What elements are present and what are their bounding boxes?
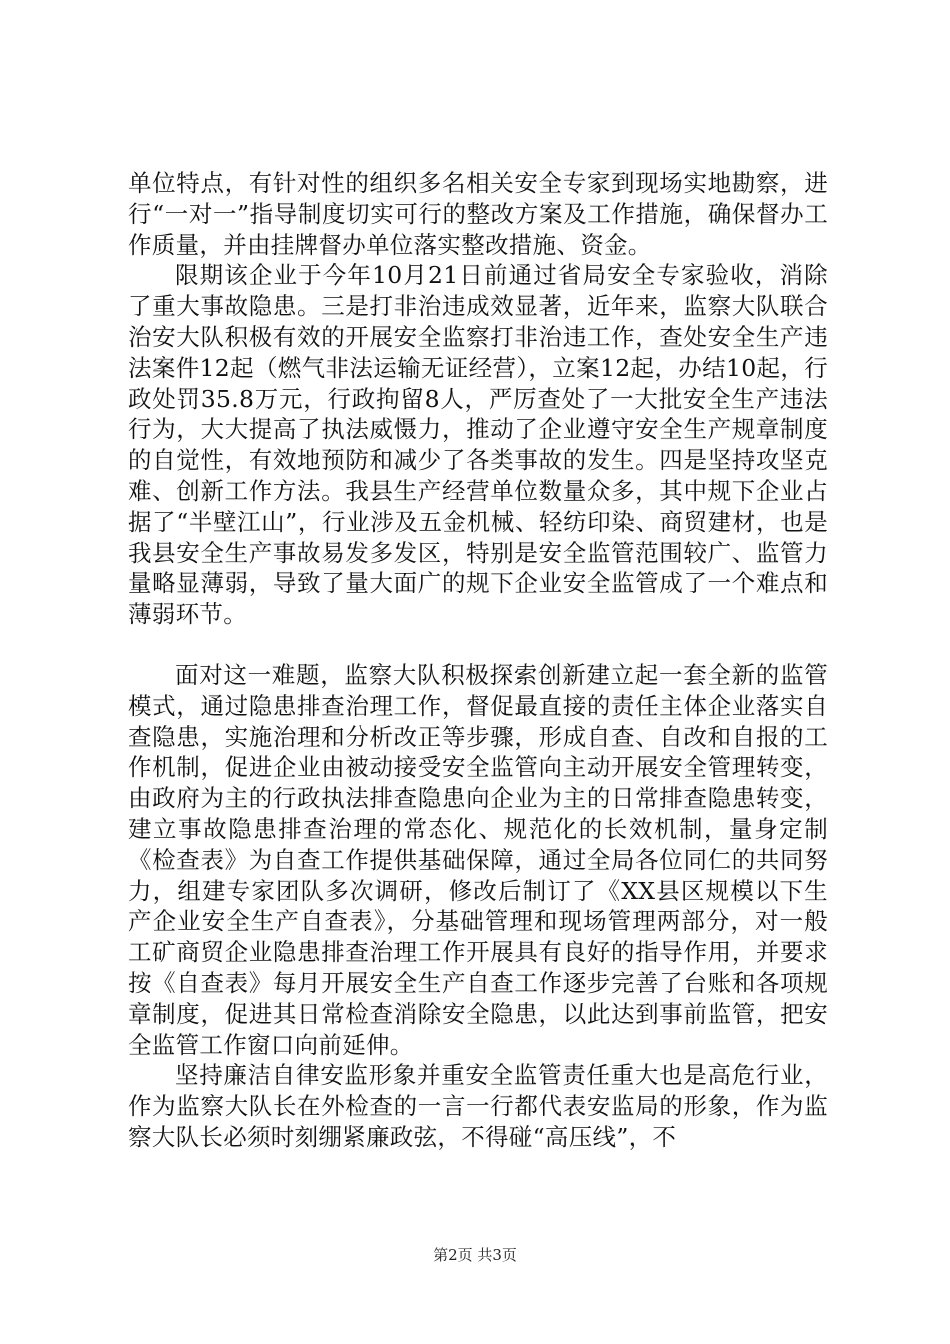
paragraph-4: 坚持廉洁自律安监形象并重安全监管责任重大也是高危行业，作为监察大队长在外检查的一言一行都代表安监局的形象，作为监察大队长必须时刻绷紧廉政弦，不得碰“高压线”，不 [128,1061,828,1151]
paragraph-1: 单位特点，有针对性的组织多名相关安全专家到现场实地勘察，进行“一对一”指导制度切实可行的整改方案及工作措施，确保督办工作质量，并由挂牌督办单位落实整改措施、资金。 [128,169,828,259]
paragraph-2: 限期该企业于今年10月21日前通过省局安全专家验收，消除了重大事故隐患。三是打非治违成效显著，近年来，监察大队联合治安大队积极有效的开展安全监察打非治违工作，查处安全生产违法案件12起（燃气非法运输无证经营），立案12起，办结10起，行政处罚35.8万元，行政拘留8人，严厉查处了一大批安全生产违法行为，大大提高了执法威慑力，推动了企业遵守安全生产规章制度的自觉性，有效地预防和减少了各类事故的发生。四是坚持攻坚克难、创新工作方法。我县生产经营单位数量众多，其中规下企业占据了“半壁江山”，行业涉及五金机械、轻纺印染、商贸建材，也是我县安全生产事故易发多发区，特别是安全监管范围较广、监管力量略显薄弱，导致了量大面广的规下企业安全监管成了一个难点和薄弱环节。 [128,261,828,629]
page-number: 第2页 共3页 [433,1246,517,1264]
paragraph-3: 面对这一难题，监察大队积极探索创新建立起一套全新的监管模式，通过隐患排查治理工作，督促最直接的责任主体企业落实自查隐患，实施治理和分析改正等步骤，形成自查、自改和自报的工作机制，促进企业由被动接受安全监管向主动开展安全管理转变，由政府为主的行政执法排查隐患向企业为主的日常排查隐患转变，建立事故隐患排查治理的常态化、规范化的长效机制，量身定制《检查表》为自查工作提供基础保障，通过全局各位同仁的共同努力，组建专家团队多次调研，修改后制订了《XX县区规模以下生产企业安全生产自查表》，分基础管理和现场管理两部分，对一般工矿商贸企业隐患排查治理工作开展具有良好的指导作用，并要求按《自查表》每月开展安全生产自查工作逐步完善了台账和各项规章制度，促进其日常检查消除安全隐患，以此达到事前监管，把安全监管工作窗口向前延伸。 [128,660,828,1059]
document-body [128,168,828,1153]
